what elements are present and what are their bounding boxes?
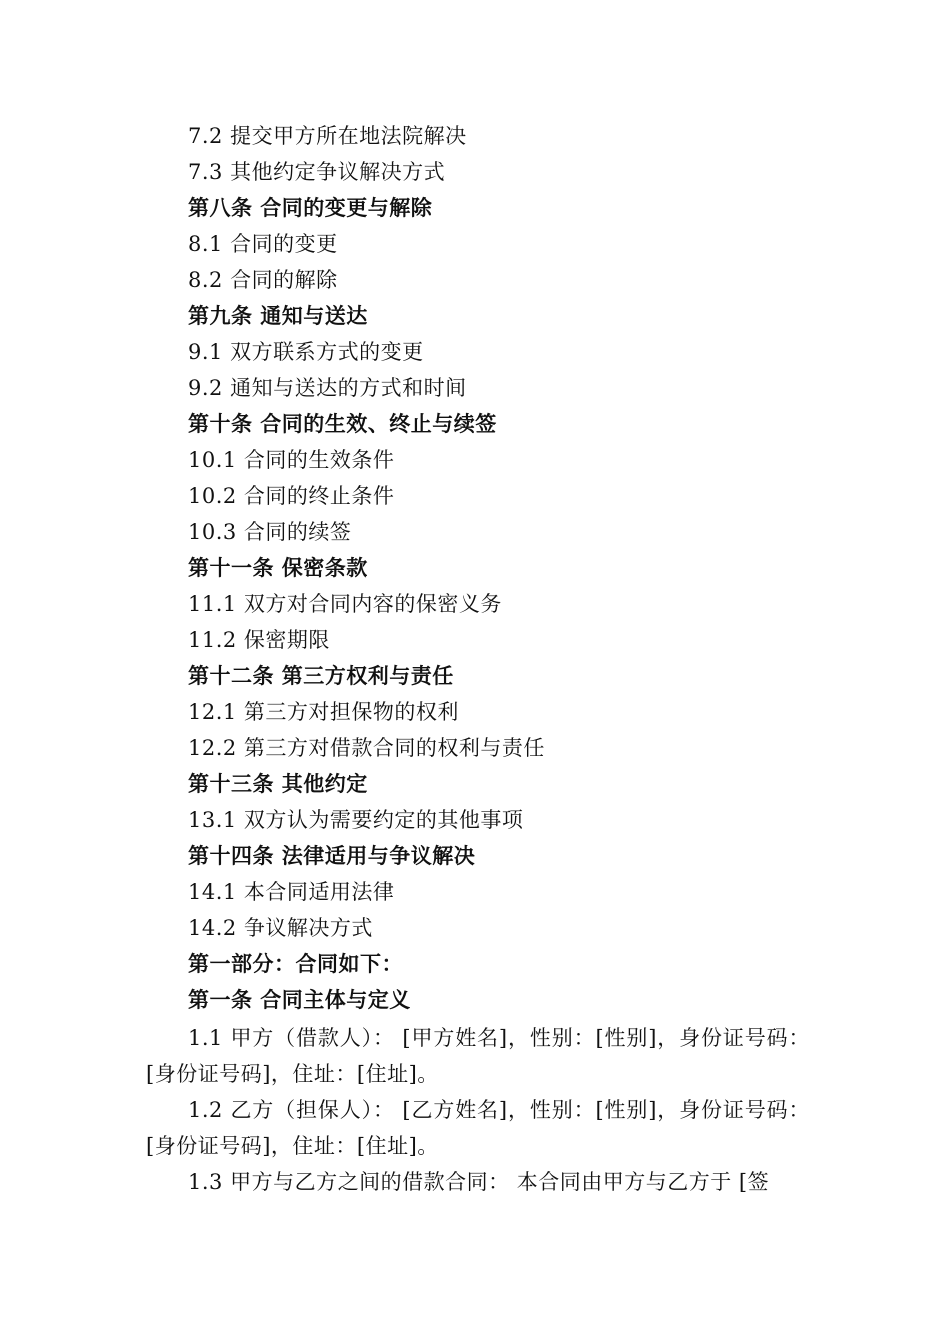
clause-paragraph: 1.1 甲方（借款人）： [甲方姓名]，性别：[性别]，身份证号码：[身份证号码]，住址：[住址]。 [146, 1026, 810, 1086]
clause-item: 9.2 通知与送达的方式和时间 [188, 376, 467, 400]
clause-item: 8.1 合同的变更 [188, 232, 338, 256]
clause-paragraph: 1.2 乙方（担保人）： [乙方姓名]，性别：[性别]，身份证号码：[身份证号码]，住址：[住址]。 [146, 1098, 810, 1158]
section-heading: 第一条 合同主体与定义 [188, 988, 411, 1012]
clause-item: 12.2 第三方对借款合同的权利与责任 [188, 736, 545, 760]
clause-item: 13.1 双方认为需要约定的其他事项 [188, 808, 524, 832]
clause-item: 10.1 合同的生效条件 [188, 448, 395, 472]
section-heading: 第十二条 第三方权利与责任 [188, 664, 454, 688]
clause-item: 14.2 争议解决方式 [188, 916, 373, 940]
section-heading: 第八条 合同的变更与解除 [188, 196, 433, 220]
clause-item: 10.3 合同的续签 [188, 520, 352, 544]
clause-item: 12.1 第三方对担保物的权利 [188, 700, 459, 724]
section-heading: 第十四条 法律适用与争议解决 [188, 844, 476, 868]
section-heading: 第九条 通知与送达 [188, 304, 368, 328]
clause-paragraph: 1.3 甲方与乙方之间的借款合同： 本合同由甲方与乙方于 [签 [188, 1170, 770, 1194]
clause-item: 11.2 保密期限 [188, 628, 330, 652]
clause-item: 8.2 合同的解除 [188, 268, 338, 292]
section-heading: 第十条 合同的生效、终止与续签 [188, 412, 497, 436]
section-heading: 第一部分：合同如下： [188, 952, 403, 976]
clause-item: 14.1 本合同适用法律 [188, 880, 395, 904]
clause-item: 11.1 双方对合同内容的保密义务 [188, 592, 502, 616]
section-heading: 第十一条 保密条款 [188, 556, 368, 580]
clause-item: 7.2 提交甲方所在地法院解决 [188, 124, 467, 148]
clause-item: 7.3 其他约定争议解决方式 [188, 160, 446, 184]
clause-item: 10.2 合同的终止条件 [188, 484, 395, 508]
section-heading: 第十三条 其他约定 [188, 772, 368, 796]
clause-item: 9.1 双方联系方式的变更 [188, 340, 424, 364]
